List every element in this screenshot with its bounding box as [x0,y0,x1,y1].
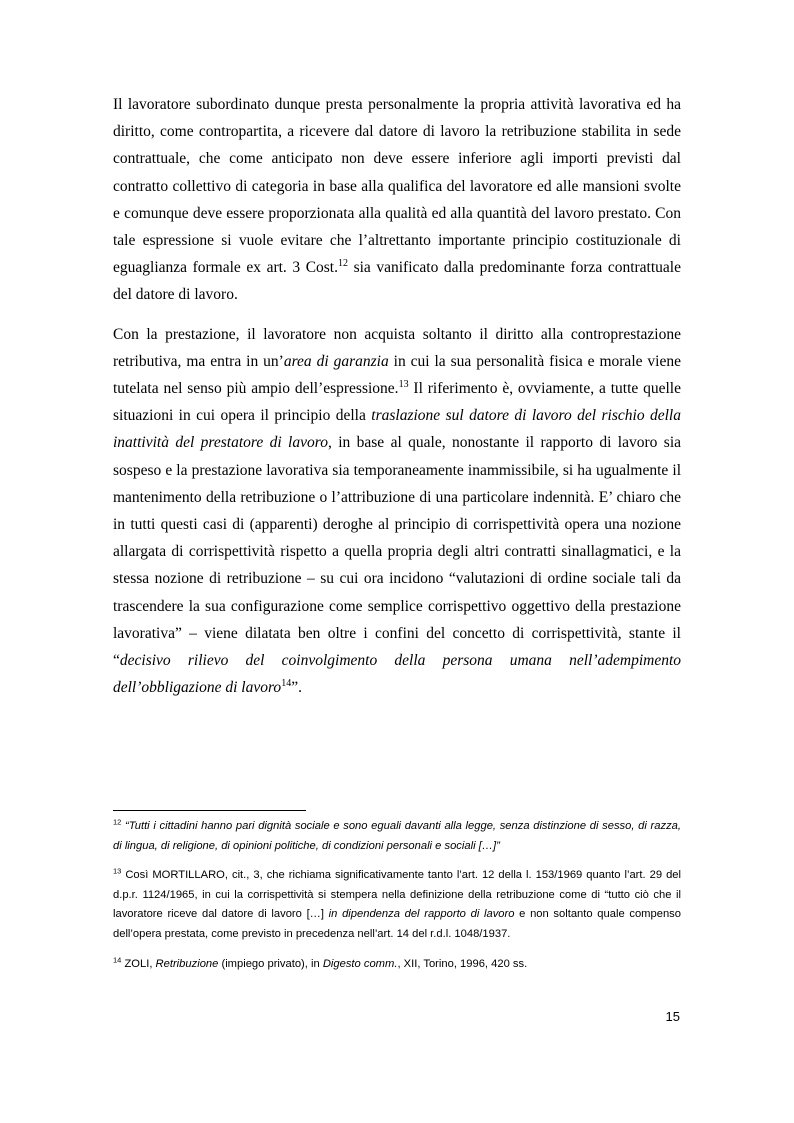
footnote-14: $^{14}$ ZOLI, Retribuzione (impiego privato), in Digesto comm., XII, Torino, 1996, 420 ss. [113,954,528,970]
paragraph-1: Il lavoratore subordinato dunque presta personalmente la propria attività lavorativa ed ha diritto, come contropartita, a ricevere dal datore di lavoro la retribuzione stabilita in sede contrattuale, che come anticipato non deve essere inferiore agli importi previsti dal contratto collettivo di categoria in base alla qualifica del lavoratore ed alle mansioni svolte e comunque deve essere proporzionata alla qualità ed alla quantità del lavoro prestato. Con tale espressione si vuole evitare che l’altrettanto importante principio costituzionale di eguaglianza formale ex art. 3 Cost.$^{12}$ sia vanificato dalla predominante forza contrattuale del datore di lavoro. [113,96,681,304]
footnote-ref-14[interactable]: 14 [281,678,292,690]
paragraph-2: Con la prestazione, il lavoratore non acquista soltanto il diritto alla controprestazione retributiva, ma entra in un’area di garanzia in cui la sua personalità fisica e morale viene tutelata nel senso più ampio dell’espressione.$^{13}$ Il riferimento è, ovviamente, a tutte quelle situazioni in cui opera il principio della traslazione sul datore di lavoro del rischio della inattività del prestatore di lavoro, in base al quale, nonostante il rapporto di lavoro sia sospeso e la prestazione lavorativa sia temporaneamente inammissibile, si ha ugualmente il mantenimento della retribuzione o l’attribuzione di una particolare indennità. E’ chiaro che in tutti questi casi di (apparenti) deroghe al principio di corrispettività opera una nozione allargata di corrispettività rispetto a quella propria degli altri contratti sinallagmatici, e la stessa nozione di retribuzione – su cui ora incidono “valutazioni di ordine sociale tali da trascendere la sua configurazione come semplice corrispettivo oggettivo della prestazione lavorativa” – viene dilatata ben oltre i confini del concetto di corrispettività, stante il “decisivo rilievo del coinvolgimento della persona umana nell’adempimento dell’obbligazione di lavoro$^{14}$”. [113,325,682,697]
footnote-12: $^{12}$ “Tutti i cittadini hanno pari dignità sociale e sono eguali davanti alla legge, senza distinzione di sesso, di razza, di lingua, di religione, di opinioni politiche, di condizioni personali e sociali […]” [113,817,681,852]
footnote-13: $^{13}$ Così MORTILLARO, cit., 3, che richiama significativamente tanto l’art. 12 della l. 153/1969 quanto l’art. 29 del d.p.r. 1124/1965, in cui la corrispettività si stempera nella definizione della retribuzione come di “tutto ciò che il lavoratore riceve dal datore di lavoro […] in dipendenza del rapporto di lavoro e non soltanto quale compenso dell’opera prestata, come previsto in precedenza nell’art. 14 del r.d.l. 1048/1937. [113,866,681,940]
footnotes [113,817,681,984]
footnote-ref-13[interactable]: 13 [398,378,409,390]
body-text [113,91,681,713]
page-number: 15 [665,1009,680,1024]
footnote-ref-12[interactable]: 12 [338,258,348,270]
footnote-separator [113,810,306,811]
